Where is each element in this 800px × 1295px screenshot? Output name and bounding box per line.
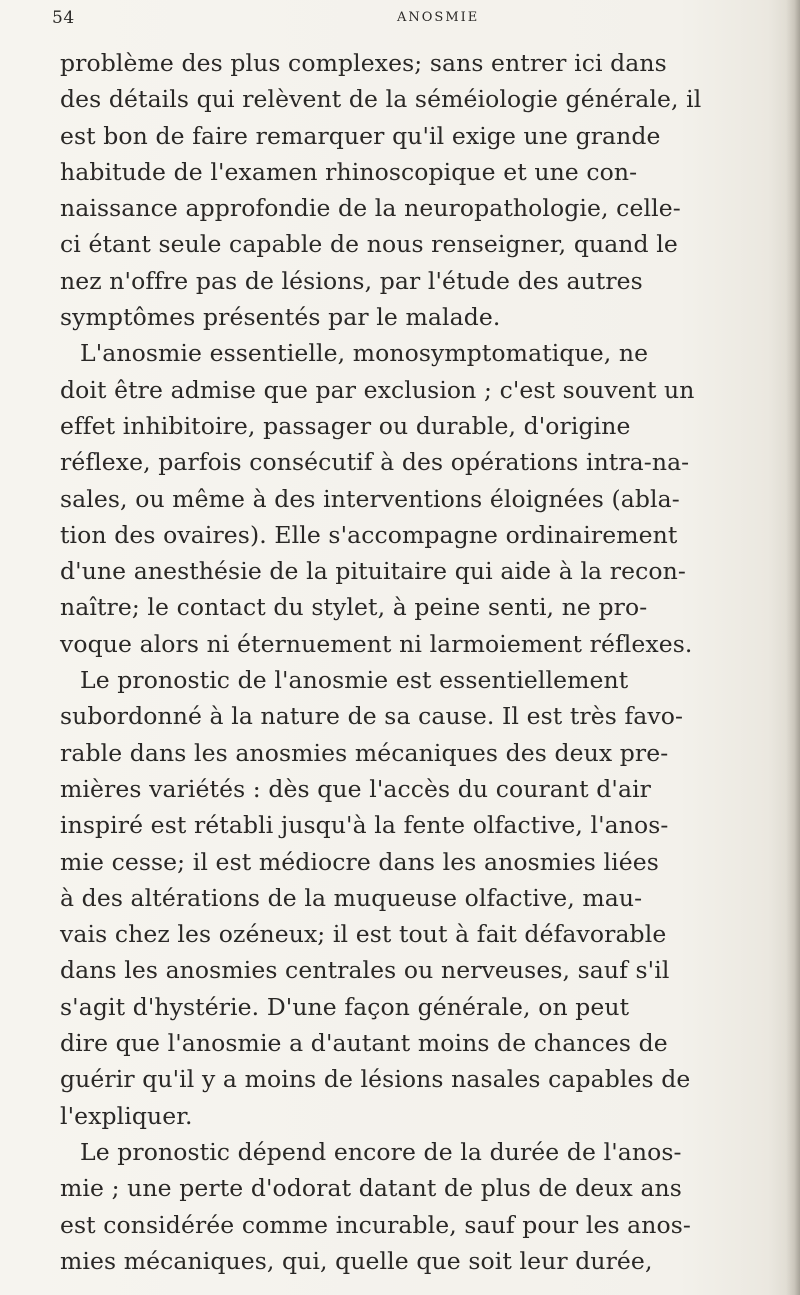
text-line: vais chez les ozéneux; il est tout à fait défavorable — [60, 920, 667, 949]
text-line: rable dans les anosmies mécaniques des deux pre- — [60, 738, 669, 767]
text-line: est considérée comme incurable, sauf pour les anos- — [60, 1210, 691, 1239]
running-title: ANOSMIE — [397, 10, 480, 25]
text-line: inspiré est rétabli jusqu'à la fente olfactive, l'anos- — [60, 811, 669, 840]
text-line: mières variétés : dès que l'accès du courant d'air — [60, 774, 652, 803]
text-line: doit être admise que par exclusion ; c'est souvent un — [60, 375, 695, 404]
text-line: L'anosmie essentielle, monosymptomatique, ne — [80, 339, 649, 368]
text-line: est bon de faire remarquer qu'il exige une grande — [60, 121, 661, 150]
text-line: mie cesse; il est médiocre dans les anosmies liées — [60, 847, 659, 876]
text-line: réflexe, parfois consécutif à des opérations intra-na- — [60, 448, 690, 477]
page-number: 54 — [52, 8, 75, 28]
text-line: des détails qui relèvent de la séméiologie générale, il — [60, 85, 702, 114]
text-line: subordonné à la nature de sa cause. Il est très favo- — [60, 702, 684, 731]
text-line: sales, ou même à des interventions éloignées (abla- — [60, 484, 680, 513]
text-line: problème des plus complexes; sans entrer ici dans — [60, 49, 667, 77]
running-head — [52, 6, 772, 30]
page-edge-shadow — [786, 0, 800, 1295]
text-line: ci étant seule capable de nous renseigner, quand le — [60, 230, 678, 259]
text-line: nez n'offre pas de lésions, par l'étude des autres — [60, 266, 643, 295]
text-line: s'agit d'hystérie. D'une façon générale, on peut — [60, 992, 630, 1021]
text-line: guérir qu'il y a moins de lésions nasales capables de — [60, 1065, 691, 1094]
text-line: dire que l'anosmie a d'autant moins de chances de — [60, 1029, 668, 1058]
text-line: tion des ovaires). Elle s'accompagne ordinairement — [60, 520, 678, 549]
text-line: Le pronostic dépend encore de la durée de l'anos- — [80, 1137, 682, 1166]
text-line: voque alors ni éternuement ni larmoiement réflexes. — [60, 629, 693, 658]
text-line: naître; le contact du stylet, à peine senti, ne pro- — [60, 593, 648, 622]
text-line: effet inhibitoire, passager ou durable, d'origine — [60, 411, 631, 440]
text-line: mie ; une perte d'odorat datant de plus de deux ans — [60, 1174, 682, 1203]
text-line: symptômes présentés par le malade. — [60, 303, 501, 332]
text-line: Le pronostic de l'anosmie est essentiellement — [80, 666, 629, 695]
body-text — [60, 45, 788, 1279]
text-line: mies mécaniques, qui, quelle que soit leur durée, — [60, 1246, 653, 1275]
text-line: dans les anosmies centrales ou nerveuses, sauf s'il — [60, 956, 670, 985]
text-line: habitude de l'examen rhinoscopique et une con- — [60, 157, 638, 186]
text-line: naissance approfondie de la neuropathologie, celle- — [60, 194, 681, 223]
text-line: à des altérations de la muqueuse olfactive, mau- — [60, 883, 643, 912]
text-line: l'expliquer. — [60, 1101, 193, 1130]
text-line: d'une anesthésie de la pituitaire qui aide à la recon- — [60, 557, 686, 586]
